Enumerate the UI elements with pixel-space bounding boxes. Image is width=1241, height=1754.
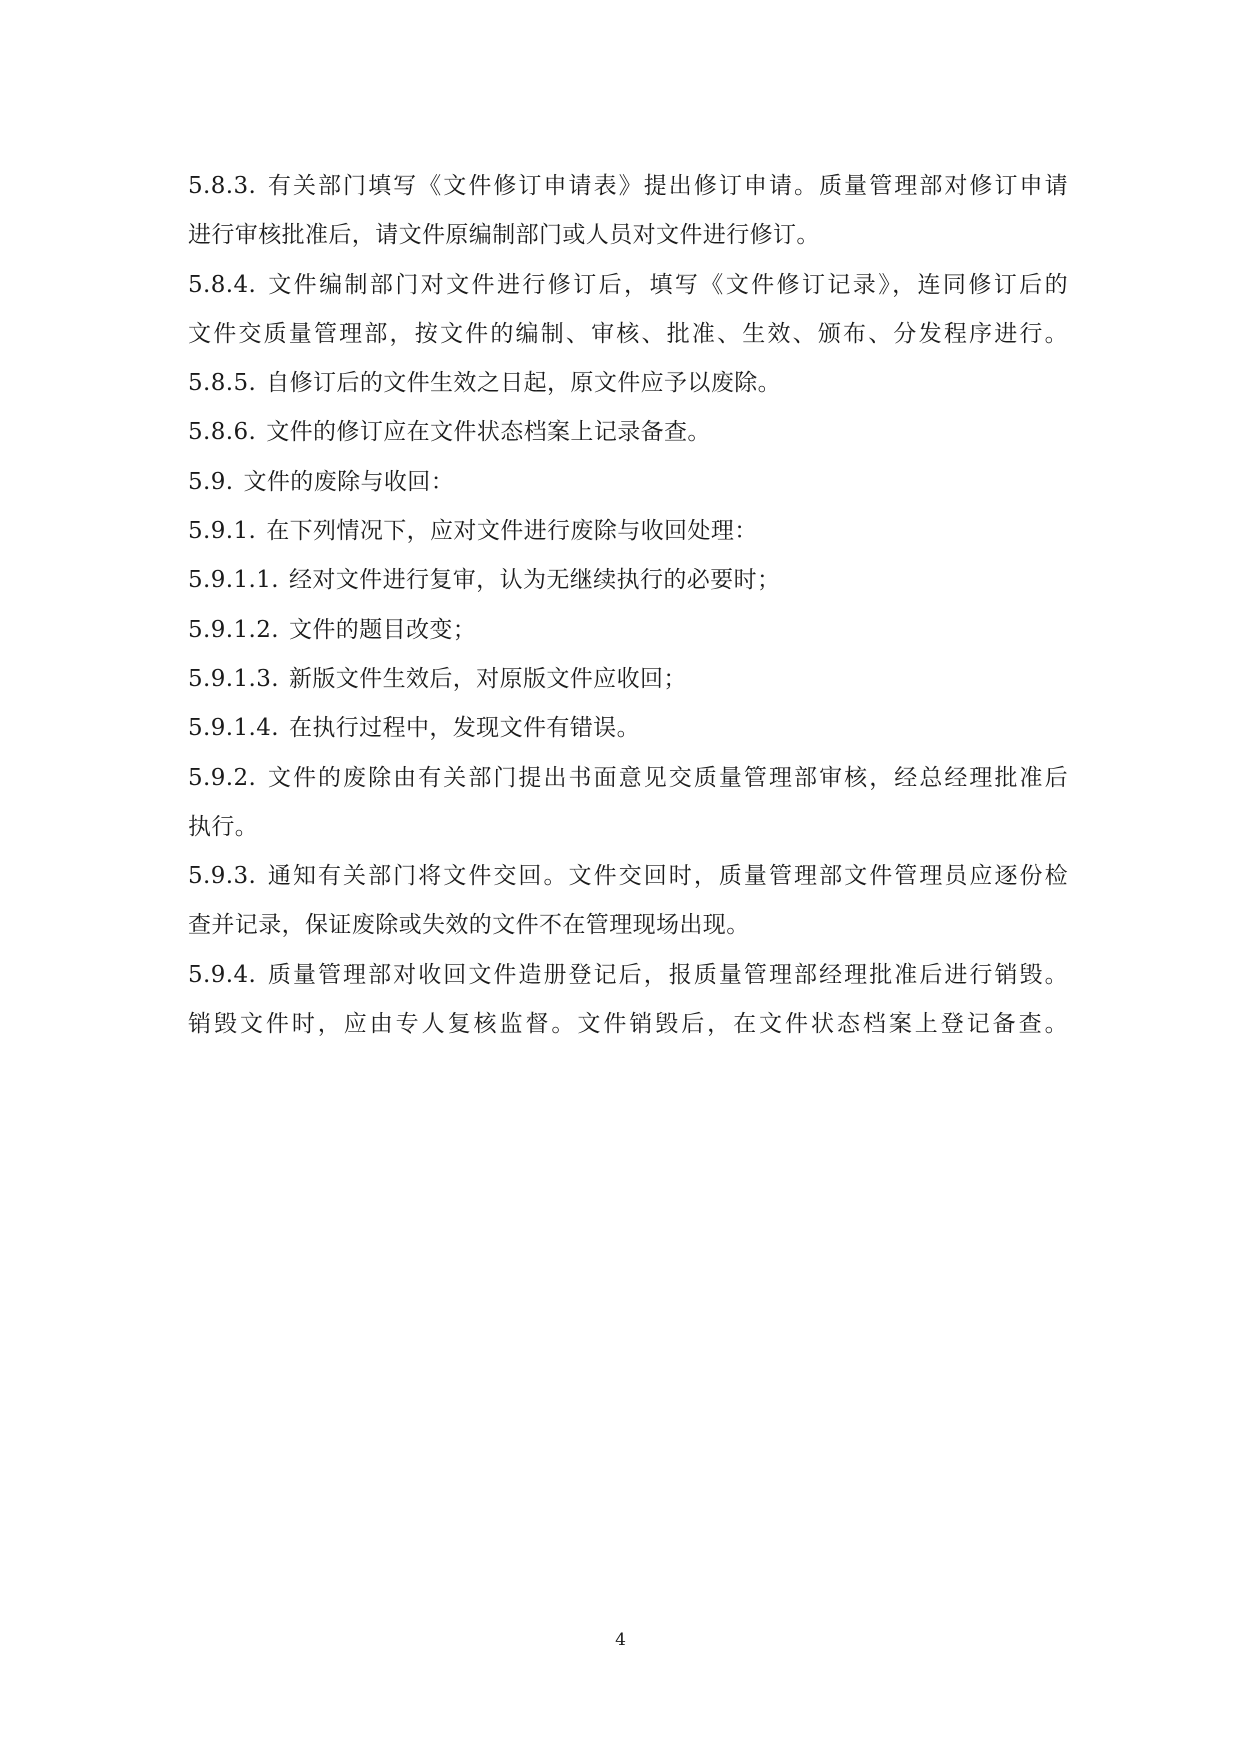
document-body (188, 162, 1068, 1049)
clause-text: 通知有关部门将文件交回。文件交回时，质量管理部文件管理员应逐份检 (266, 863, 1068, 890)
section-heading (188, 458, 1068, 507)
clause-text: 质量管理部对收回文件造册登记后，报质量管理部经理批准后进行销毁。 (266, 961, 1068, 988)
paragraph-line (188, 507, 1068, 556)
clause-number: 5.9.1.4. (188, 715, 279, 742)
clause-number: 5.9.1.2. (188, 616, 279, 643)
clause-text: 文件的题目改变； (288, 616, 477, 643)
clause-number: 5.8.6. (188, 419, 257, 446)
clause-number: 5.9.3. (188, 863, 257, 890)
clause-text: 文件的废除由有关部门提出书面意见交质量管理部审核，经总经理批准后 (266, 764, 1068, 791)
paragraph-line (188, 359, 1068, 408)
paragraph-line (188, 1000, 1068, 1049)
clause-text: 有关部门填写《文件修订申请表》提出修订申请。质量管理部对修订申请 (266, 173, 1068, 199)
paragraph-line (188, 261, 1068, 310)
list-item (188, 556, 1068, 605)
clause-text: 文件的修订应在文件状态档案上记录备查。 (266, 419, 711, 446)
paragraph-line (188, 310, 1068, 359)
clause-number: 5.9. (188, 468, 234, 495)
paragraph-line (188, 803, 1068, 852)
clause-text: 文件编制部门对文件进行修订后，填写《文件修订记录》，连同修订后的 (266, 271, 1068, 298)
clause-number: 5.9.4. (188, 961, 257, 988)
page-number: 4 (615, 1630, 626, 1650)
clause-text: 文件交质量管理部，按文件的编制、审核、批准、生效、颁布、分发程序进行。 (188, 320, 1068, 347)
clause-text: 新版文件生效后，对原版文件应收回； (288, 665, 687, 692)
paragraph-line (188, 408, 1068, 457)
clause-number: 5.8.4. (188, 271, 257, 298)
clause-text: 经对文件进行复审，认为无继续执行的必要时； (288, 567, 781, 594)
clause-number: 5.9.1.1. (188, 567, 279, 594)
clause-text: 执行。 (188, 813, 259, 840)
clause-text: 销毁文件时，应由专人复核监督。文件销毁后，在文件状态档案上登记备查。 (188, 1011, 1068, 1038)
list-item (188, 606, 1068, 655)
clause-number: 5.9.1. (188, 518, 257, 545)
paragraph-line (188, 901, 1068, 950)
clause-text: 自修订后的文件生效之日起，原文件应予以废除。 (266, 370, 782, 397)
clause-text: 在下列情况下，应对文件进行废除与收回处理： (266, 518, 758, 545)
clause-number: 5.8.3. (188, 173, 257, 199)
clause-text: 查并记录，保证废除或失效的文件不在管理现场出现。 (188, 912, 750, 939)
clause-text: 进行审核批准后，请文件原编制部门或人员对文件进行修订。 (188, 222, 820, 249)
clause-number: 5.8.5. (188, 370, 257, 397)
paragraph-line (188, 754, 1068, 803)
paragraph-line (188, 951, 1068, 1000)
list-item (188, 704, 1068, 753)
clause-text: 文件的废除与收回： (243, 468, 455, 495)
paragraph-line (188, 162, 1068, 211)
paragraph-line (188, 852, 1068, 901)
list-item (188, 655, 1068, 704)
clause-text: 在执行过程中，发现文件有错误。 (288, 715, 640, 742)
clause-number: 5.9.1.3. (188, 665, 279, 692)
paragraph-line (188, 211, 1068, 260)
clause-number: 5.9.2. (188, 764, 257, 791)
